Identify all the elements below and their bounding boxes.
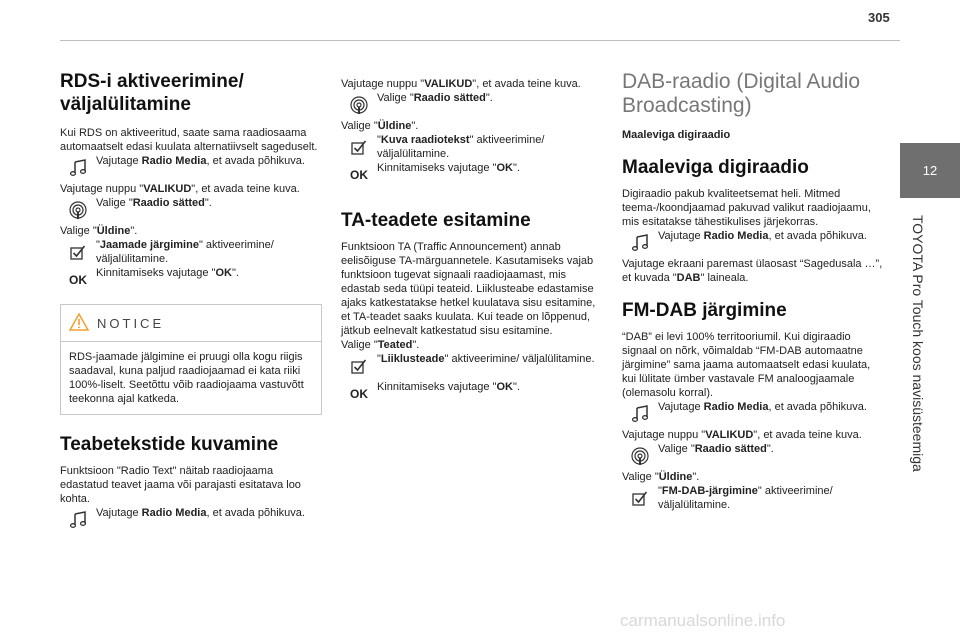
step-radio-settings bbox=[622, 442, 884, 470]
step-radio-media bbox=[622, 229, 884, 257]
step-text: "Liiklusteade" aktiveerimine/ väljalülitamine. bbox=[377, 353, 595, 365]
step-text: Valige "Raadio sätted". bbox=[96, 197, 212, 209]
chapter-tab: 12 bbox=[900, 143, 960, 198]
top-divider bbox=[60, 40, 900, 41]
radio-signal-icon bbox=[60, 196, 96, 224]
warning-icon bbox=[69, 313, 89, 335]
checkbox-icon bbox=[622, 484, 658, 512]
radio-signal-icon bbox=[622, 442, 658, 470]
radio-signal-icon bbox=[341, 91, 377, 119]
heading-ta: TA-teadete esitamine bbox=[341, 210, 531, 231]
step-text: "FM-DAB-järgimine" aktiveerimine/ väljalülitamine. bbox=[658, 485, 833, 511]
heading-rds: RDS-i aktiveerimine/ väljalülitamine bbox=[60, 71, 244, 115]
step-radio-settings bbox=[60, 196, 322, 224]
step-text: Vajutage Radio Media, et avada põhikuva. bbox=[658, 401, 867, 413]
step-text: Kinnitamiseks vajutage "OK". bbox=[96, 267, 239, 279]
messages-text: Valige "Teated". bbox=[341, 339, 420, 351]
notice-text: RDS-jaamade jälgimine ei pruugi olla kogu riigis saadaval, kuna paljud raadiojaamad ei kata riiki 100%-liselt. Seetõttu võib raadiojaama vastuvõtt teekonna ajal katkeda. bbox=[61, 341, 321, 414]
step-text: Vajutage Radio Media, et avada põhikuva. bbox=[96, 155, 305, 167]
step-radio-media-2 bbox=[622, 400, 884, 428]
ok-icon: OK bbox=[350, 387, 368, 401]
rds-intro: Kui RDS on aktiveeritud, saate sama raadiosaama automaatselt edasi kuulata alternatiivselt sageduselt. bbox=[60, 127, 318, 153]
music-note-icon bbox=[60, 154, 96, 182]
general-text: Valige "Üldine". bbox=[341, 120, 419, 132]
watermark: carmanualsonline.info bbox=[620, 611, 786, 630]
dab-intro: Digiraadio pakub kvaliteetsemat heli. Mitmed teema-/koondjaamad pakuvad valikut raadiojaamu, mis esitatakse tähestikulises järjekorras. bbox=[622, 188, 871, 228]
step-text: Valige "Raadio sätted". bbox=[658, 443, 774, 455]
step-confirm-2 bbox=[341, 380, 603, 408]
options-text: Vajutage nuppu "VALIKUD", et avada teine kuva. bbox=[60, 183, 300, 195]
step-confirm bbox=[60, 266, 322, 294]
chapter-title-text: TOYOTA Pro Touch koos navisüsteemiga bbox=[910, 215, 926, 472]
page-number: 305 bbox=[868, 10, 890, 25]
notice-header bbox=[61, 305, 321, 341]
checkbox-icon bbox=[341, 133, 377, 161]
step-text: "Kuva raadiotekst" aktiveerimine/ väljalülitamine. bbox=[377, 134, 545, 160]
checkbox-icon bbox=[60, 238, 96, 266]
ta-intro: Funktsioon TA (Traffic Announcement) annab eelisõiguse TA-märguannetele. Kasutamiseks vajab funktsioon tugevat signaali raadiojaamast, mis edastab seda tüüpi teateid. Liiklusteabe edastamise ajaks katkestatakse hetkel kuulatava sisu esitamine, et TA-teadet saaks kuulata. Kui teade on lõppenud, jätkub eelnevalt katkestatud sisu esitamine. bbox=[341, 241, 596, 337]
step-station-follow bbox=[60, 238, 322, 266]
radiotext-intro: Funktsioon "Radio Text" näitab raadiojaama edastatud teavet jaama või parajasti esitatava loo kohta. bbox=[60, 465, 301, 505]
general-text: Valige "Üldine". bbox=[622, 471, 700, 483]
subheading-dab: Maaleviga digiraadio bbox=[622, 129, 731, 141]
music-note-icon bbox=[622, 229, 658, 257]
step-radio-media-2 bbox=[60, 506, 322, 534]
notice-label: NOTICE bbox=[97, 316, 165, 331]
heading-dab: DAB-raadio (Digital Audio Broadcasting) bbox=[622, 70, 861, 117]
heading-radiotext: Teabetekstide kuvamine bbox=[60, 434, 279, 455]
general-text: Valige "Üldine". bbox=[60, 225, 138, 237]
step-radio-media bbox=[60, 154, 322, 182]
options-text: Vajutage nuppu "VALIKUD", et avada teine kuva. bbox=[622, 429, 862, 441]
chapter-title bbox=[904, 215, 934, 515]
step-text: Vajutage Radio Media, et avada põhikuva. bbox=[96, 507, 305, 519]
fm-dab-intro: “DAB” ei levi 100% territooriumil. Kui digiraadio signaal on nõrk, võimaldab “FM-DAB automaatne järgimine” sama jaama automaatselt edasi kuulata, kui lülitate ümber vastavale FM analoogjaamale (olemasolu korral). bbox=[622, 331, 871, 399]
music-note-icon bbox=[60, 506, 96, 534]
step-show-radiotext bbox=[341, 133, 603, 161]
heading-fm-dab: FM-DAB järgimine bbox=[622, 300, 787, 321]
band-text: Vajutage ekraani paremast ülaosast “Sagedusala …”, et kuvada "DAB" laineala. bbox=[622, 258, 883, 284]
notice-box bbox=[60, 304, 322, 415]
step-radio-settings bbox=[341, 91, 603, 119]
step-traffic bbox=[341, 352, 603, 380]
step-text: Valige "Raadio sätted". bbox=[377, 92, 493, 104]
step-confirm bbox=[341, 161, 603, 189]
ok-icon: OK bbox=[350, 168, 368, 182]
step-text: Vajutage Radio Media, et avada põhikuva. bbox=[658, 230, 867, 242]
checkbox-icon bbox=[341, 352, 377, 380]
step-text: Kinnitamiseks vajutage "OK". bbox=[377, 162, 520, 174]
ok-icon: OK bbox=[69, 273, 87, 287]
column-3 bbox=[622, 70, 884, 512]
step-fm-dab-follow bbox=[622, 484, 884, 512]
music-note-icon bbox=[622, 400, 658, 428]
step-text: "Jaamade järgimine" aktiveerimine/ väljalülitamine. bbox=[96, 239, 274, 265]
options-text: Vajutage nuppu "VALIKUD", et avada teine kuva. bbox=[341, 78, 581, 90]
heading-terrestrial: Maaleviga digiraadio bbox=[622, 157, 809, 178]
step-text: Kinnitamiseks vajutage "OK". bbox=[377, 381, 520, 393]
column-1 bbox=[60, 70, 322, 534]
column-2 bbox=[341, 77, 603, 408]
